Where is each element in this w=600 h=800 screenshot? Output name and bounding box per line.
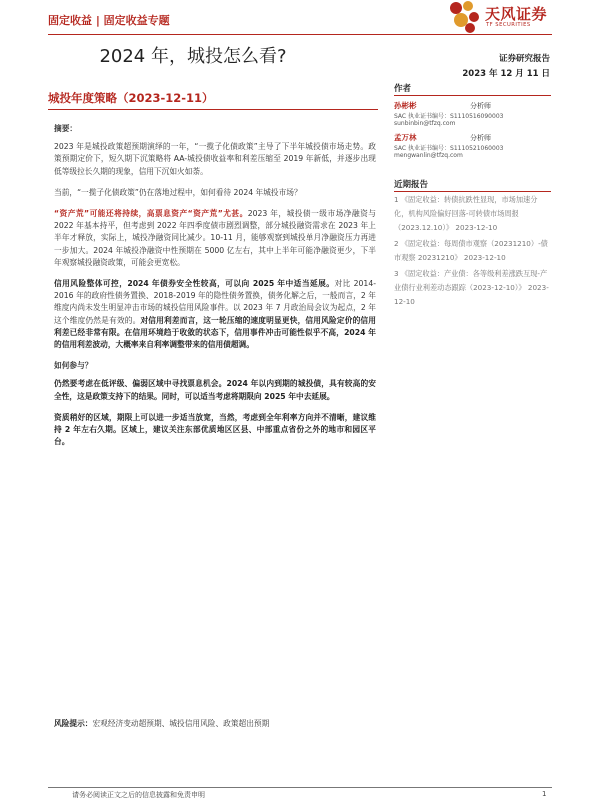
author-role: 分析师 — [470, 134, 491, 142]
asset-shortage-lead: “资产荒”可能还将持续，高票息资产“资产荒”尤甚。 — [54, 209, 248, 219]
recent-reports-list — [394, 193, 550, 311]
tf-securities-logo-icon — [447, 0, 481, 34]
brand-subtitle: TF SECURITIES — [486, 22, 531, 28]
report-date: 2023 年 12 月 11 日 — [462, 69, 550, 79]
brand-name: 天风证券 — [485, 5, 548, 23]
authors-rule — [394, 95, 551, 96]
credit-risk-paragraph — [54, 278, 376, 351]
recent-reports-rule — [394, 191, 551, 192]
recent-report-title: 2 《固定收益：每周债市观察（20231210）-债市观察 20231210》 — [394, 239, 548, 262]
header-category: 固定收益 | 固定收益专题 — [48, 14, 170, 27]
recent-report-item[interactable] — [394, 267, 550, 309]
how-to-participate-heading: 如何参与？ — [54, 361, 93, 371]
risk-text: 宏观经济变动超预期、城投信用风险、政策超出预期 — [92, 719, 270, 728]
credit-risk-lead: 信用风险整体可控，2024 年债券安全性较高，可以向 2025 年中适当延展。 — [54, 279, 335, 289]
recent-report-date: 2023-12-10 — [463, 253, 506, 262]
region-paragraph: 资质稍好的区域，期限上可以进一步适当放宽，当然，考虑到全年利率方向并不清晰，建议维持 2 年左右久期。区域上，建议关注东部优质地区区县、中部重点省份之外的地市和园区平台。 — [54, 412, 376, 447]
report-title: 2024 年，城投怎么看? — [99, 46, 287, 67]
recent-report-item[interactable] — [394, 193, 550, 235]
footer-disclaimer: 请务必阅读正文之后的信息披露和免责申明 — [72, 791, 205, 799]
author-card — [394, 132, 551, 162]
report-subtitle: 城投年度策略（2023-12-11） — [48, 91, 214, 105]
author-role: 分析师 — [470, 102, 491, 110]
credit-risk-text: 对比 2014-2016 年的政府性债务置换、2018-2019 年的隐性债务置换，债务化解之后，一般而言，2 年维度内尚未发生明显冲击市场的城投信用风险事件。以 2023 年 7 月政治局会议为起点，2 年这个维度仍然是有效的。 — [54, 279, 376, 325]
subtitle-rule — [48, 109, 378, 110]
strategy-paragraph: 仍然要考虑在低评级、偏弱区域中寻找票息机会。2024 年以内到期的城投债，具有较高的安全性，这是政策支持下的结果。同时，可以适当考虑将期限向 2025 年中去延展。 — [54, 379, 376, 401]
author-name: 孙彬彬 — [394, 101, 417, 110]
summary-paragraph: 2023 年是城投政策超预期演绎的一年，“一揽子化债政策”主导了下半年城投债市场走势。政策预期定价下，短久期下沉策略将 AA-城投债收益率和利差压缩至 2019 年新低，并逐步出现低等级拉长久期的现象，信用下沉如火如荼。 — [54, 142, 376, 176]
asset-shortage-text: 2023 年，城投债一级市场净融资与 2022 年基本持平，但考虑到 2022 年四季度债市剧烈调整，部分城投融资需求在 2023 年上半年才释放，实际上，城投净融资同比减少。10-11 月，能够观察到城投单月净融资压力再进一步加大。2024 年城投净融资中性预期在 5000 亿左右，其中上半年可能净融资更少，下半年观察城投融资政策，可能会更宽松。 — [54, 209, 376, 267]
summary-heading: 摘要： — [54, 124, 78, 133]
recent-reports-heading: 近期报告 — [394, 180, 429, 190]
report-type: 证券研究报告 — [498, 54, 550, 64]
recent-report-date: 2023-12-10 — [455, 223, 498, 232]
report-body — [54, 123, 376, 457]
risk-label: 风险提示： — [54, 719, 93, 728]
author-name: 孟万林 — [394, 133, 417, 142]
author-sac: SAC 执业证书编号：S1110516090003 — [394, 113, 504, 120]
page-number: 1 — [542, 790, 547, 798]
recent-report-item[interactable] — [394, 237, 550, 265]
risk-warning — [54, 718, 384, 729]
author-email[interactable]: mengwanlin@tfzq.com — [394, 152, 463, 159]
asset-shortage-paragraph — [54, 208, 376, 269]
recent-report-title: 3 《固定收益：产业债：各等级利差涨跌互现-产业债行业利差动态跟踪（2023-12-10）》 — [394, 269, 548, 292]
author-sac: SAC 执业证书编号：S1110521060003 — [394, 145, 504, 152]
footer-rule — [48, 787, 552, 788]
author-card — [394, 100, 551, 130]
credit-spread-text: 对信用利差而言，这一轮压缩的速度明显更快，信用风险定价的信用利差已经非常有限。在信用环境趋于收敛的状态下，信用事件冲击可能性似乎不高，2024 年的信用利差波动，大概率来自利率调整带来的信用债超调。 — [54, 315, 376, 350]
authors-heading: 作者 — [394, 84, 412, 94]
recent-report-title: 1 《固定收益：转债抗跌性显现，市场加速分化，机构风险偏好回落-可转债市场周报（2023.12.10）》 — [394, 195, 538, 232]
author-email[interactable]: sunbinbin@tfzq.com — [394, 120, 456, 127]
question-paragraph: 当前，“一揽子化债政策”仍在落地过程中，如何看待 2024 年城投市场？ — [54, 187, 302, 197]
recent-report-date: 2023-12-10 — [394, 283, 549, 306]
